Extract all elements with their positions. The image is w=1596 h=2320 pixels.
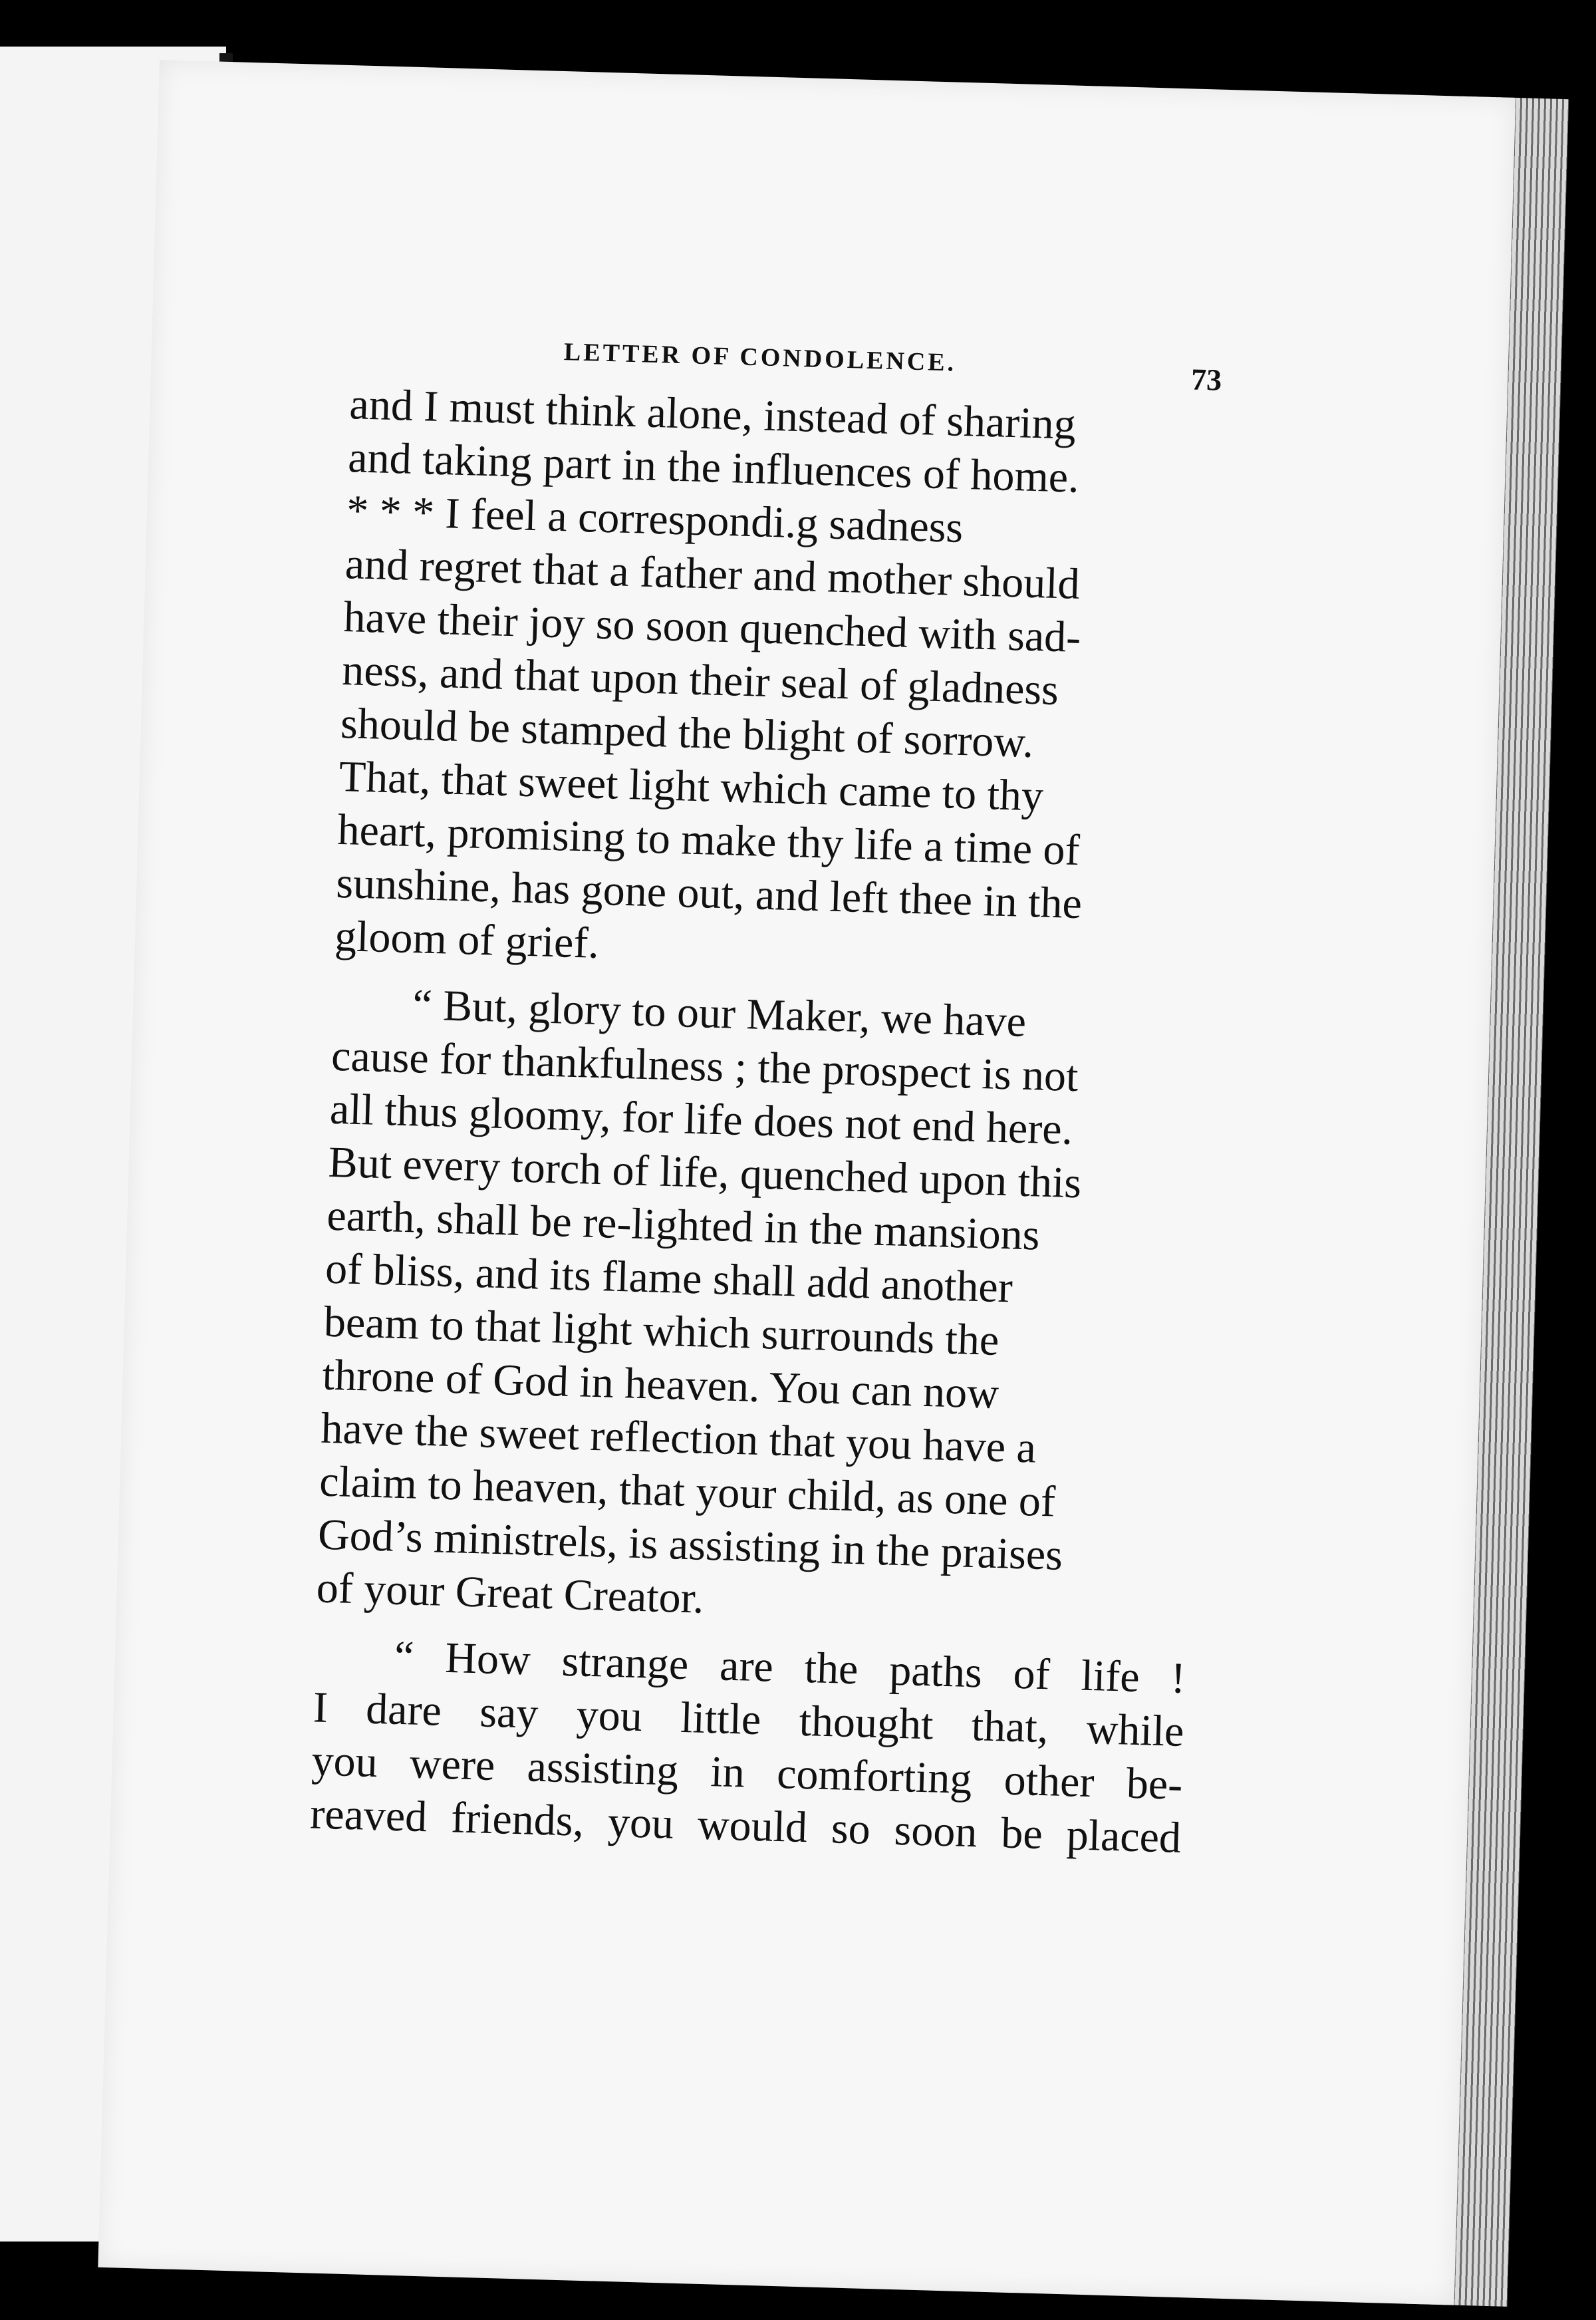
text-line: of your Great Creator. xyxy=(315,1563,705,1623)
text-line: earth, shall be re-lighted in the mansions xyxy=(326,1191,1041,1260)
right-page xyxy=(98,60,1516,2305)
page-number: 73 xyxy=(1190,362,1222,397)
text-line: cause for thankfulness ; the prospect is not xyxy=(331,1031,1079,1101)
text-line: and regret that a father and mother should xyxy=(344,539,1081,609)
right-page-wrapper xyxy=(98,60,1569,2307)
text-line: reaved friends, you would so soon be placed xyxy=(309,1789,1182,1862)
text-line: That, that sweet light which came to thy xyxy=(338,752,1045,821)
paragraph-1 xyxy=(334,378,1221,987)
text-line: gloom of grief. xyxy=(334,911,600,968)
paragraph-3 xyxy=(309,1628,1186,1864)
text-line: sunshine, has gone out, and left thee in the xyxy=(335,858,1083,929)
text-line: “ But, glory to our Maker, we have xyxy=(412,980,1027,1046)
text-line: “ How strange are the paths of life ! xyxy=(394,1632,1186,1703)
text-line: ness, and that upon their seal of gladness xyxy=(341,646,1059,715)
text-line: and I must think alone, instead of sharing xyxy=(348,380,1077,449)
text-line: of bliss, and its flame shall add another xyxy=(325,1244,1013,1312)
text-line: But every torch of life, quenched upon this xyxy=(327,1137,1083,1208)
text-line: God’s ministrels, is assisting in the praises xyxy=(317,1510,1063,1580)
running-head: LETTER OF CONDOLENCE. xyxy=(563,338,957,377)
text-line: beam to that light which surrounds the xyxy=(323,1297,1000,1365)
text-line: you were assisting in comforting other be- xyxy=(311,1736,1184,1809)
page-text-block xyxy=(309,305,1224,1878)
text-line: throne of God in heaven. You can now xyxy=(321,1350,999,1418)
text-line: heart, promising to make thy life a time of xyxy=(336,805,1081,875)
text-line: have their joy so soon quenched with sad- xyxy=(342,593,1082,662)
text-line: should be stamped the blight of sorrow. xyxy=(340,699,1035,768)
text-line: all thus gloomy, for life does not end here. xyxy=(329,1084,1074,1154)
text-line: have the sweet reflection that you have a xyxy=(320,1403,1037,1473)
text-line: claim to heaven, that your child, as one of xyxy=(319,1457,1056,1526)
text-line: and taking part in the influences of home. xyxy=(347,433,1080,502)
text-line: I dare say you little thought that, while xyxy=(312,1683,1185,1756)
paragraph-2 xyxy=(316,976,1204,1639)
text-line: * * * I feel a correspondi.g sadness xyxy=(346,486,964,552)
